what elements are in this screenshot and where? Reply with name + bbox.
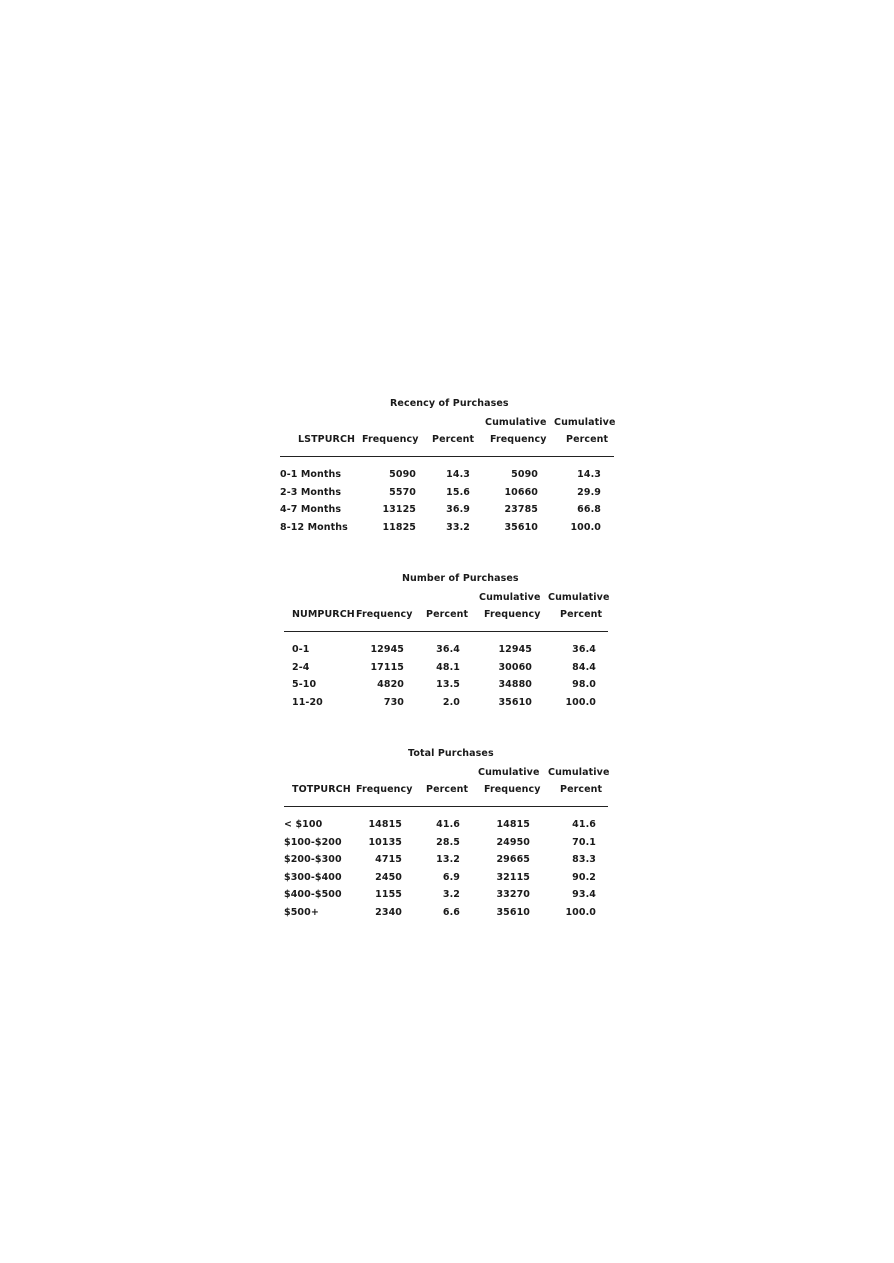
row-cum-frequency: 12945 xyxy=(498,644,532,655)
row-cum-percent: 14.3 xyxy=(577,469,601,480)
cum-pct-header-bottom: Percent xyxy=(560,784,603,795)
row-percent: 2.0 xyxy=(442,697,460,708)
table-title: Number of Purchases xyxy=(402,573,519,584)
row-cum-frequency: 33270 xyxy=(496,889,530,900)
row-percent: 14.3 xyxy=(446,469,470,480)
row-frequency: 13125 xyxy=(382,504,416,515)
row-cum-percent: 100.0 xyxy=(565,697,596,708)
row-frequency: 2340 xyxy=(375,907,402,918)
row-percent: 13.2 xyxy=(436,854,460,865)
row-percent: 3.2 xyxy=(442,889,460,900)
row-cum-percent: 84.4 xyxy=(572,662,596,673)
row-frequency: 11825 xyxy=(382,522,416,533)
row-cum-percent: 70.1 xyxy=(572,837,596,848)
frequency-header: Frequency xyxy=(362,434,419,445)
row-frequency: 730 xyxy=(383,697,404,708)
row-cum-percent: 36.4 xyxy=(572,644,596,655)
row-cum-frequency: 10660 xyxy=(504,487,538,498)
header-rule xyxy=(280,456,614,457)
row-cum-percent: 29.9 xyxy=(577,487,601,498)
frequency-header: Frequency xyxy=(356,609,413,620)
row-label: $200-$300 xyxy=(284,854,342,865)
row-percent: 6.6 xyxy=(442,907,460,918)
row-percent: 36.4 xyxy=(436,644,460,655)
recency-table xyxy=(280,398,616,538)
row-cum-frequency: 29665 xyxy=(496,854,530,865)
row-cum-frequency: 32115 xyxy=(496,872,530,883)
frequency-header: Frequency xyxy=(356,784,413,795)
row-label: $300-$400 xyxy=(284,872,342,883)
row-frequency: 2450 xyxy=(375,872,402,883)
row-label: 4-7 Months xyxy=(280,504,342,515)
row-cum-frequency: 5090 xyxy=(511,469,538,480)
cum-freq-header-bottom: Frequency xyxy=(490,434,547,445)
row-label: $100-$200 xyxy=(284,837,342,848)
var-header: NUMPURCH xyxy=(292,609,355,620)
row-label: 5-10 xyxy=(292,679,317,690)
row-label: < $100 xyxy=(284,819,323,830)
row-cum-frequency: 30060 xyxy=(498,662,532,673)
row-label: 8-12 Months xyxy=(280,522,348,533)
row-cum-percent: 93.4 xyxy=(572,889,596,900)
row-percent: 33.2 xyxy=(446,522,470,533)
percent-header: Percent xyxy=(426,784,469,795)
cum-freq-header-top: Cumulative xyxy=(479,592,541,603)
row-cum-percent: 100.0 xyxy=(570,522,601,533)
row-cum-frequency: 35610 xyxy=(496,907,530,918)
cum-pct-header-bottom: Percent xyxy=(566,434,609,445)
row-frequency: 4715 xyxy=(375,854,402,865)
var-header: TOTPURCH xyxy=(292,784,351,795)
table-title: Recency of Purchases xyxy=(390,398,509,409)
row-cum-percent: 100.0 xyxy=(565,907,596,918)
row-cum-frequency: 35610 xyxy=(504,522,538,533)
row-cum-frequency: 34880 xyxy=(498,679,532,690)
row-cum-percent: 98.0 xyxy=(572,679,596,690)
row-percent: 15.6 xyxy=(446,487,470,498)
row-cum-frequency: 24950 xyxy=(496,837,530,848)
row-cum-frequency: 35610 xyxy=(498,697,532,708)
row-label: 0-1 Months xyxy=(280,469,342,480)
table-title: Total Purchases xyxy=(408,748,494,759)
row-percent: 28.5 xyxy=(436,837,460,848)
cum-pct-header-top: Cumulative xyxy=(548,767,610,778)
row-frequency: 17115 xyxy=(370,662,404,673)
percent-header: Percent xyxy=(426,609,469,620)
row-label: $400-$500 xyxy=(284,889,342,900)
percent-header: Percent xyxy=(432,434,475,445)
row-frequency: 5570 xyxy=(389,487,416,498)
cum-freq-header-bottom: Frequency xyxy=(484,784,541,795)
row-label: 2-3 Months xyxy=(280,487,342,498)
cum-pct-header-bottom: Percent xyxy=(560,609,603,620)
row-percent: 6.9 xyxy=(442,872,460,883)
header-rule xyxy=(284,631,608,632)
row-percent: 41.6 xyxy=(436,819,460,830)
row-cum-percent: 66.8 xyxy=(577,504,601,515)
row-label: 2-4 xyxy=(292,662,310,673)
cum-freq-header-top: Cumulative xyxy=(478,767,540,778)
header-rule xyxy=(284,806,608,807)
row-cum-percent: 83.3 xyxy=(572,854,596,865)
total-table xyxy=(284,748,610,924)
row-frequency: 1155 xyxy=(375,889,402,900)
row-percent: 48.1 xyxy=(436,662,460,673)
row-frequency: 10135 xyxy=(368,837,402,848)
cum-freq-header-top: Cumulative xyxy=(485,417,547,428)
row-label: 0-1 xyxy=(292,644,310,655)
number-table xyxy=(284,573,610,713)
row-frequency: 5090 xyxy=(389,469,416,480)
row-cum-frequency: 14815 xyxy=(496,819,530,830)
row-frequency: 12945 xyxy=(370,644,404,655)
row-percent: 13.5 xyxy=(436,679,460,690)
row-cum-percent: 90.2 xyxy=(572,872,596,883)
row-label: 11-20 xyxy=(292,697,323,708)
var-header: LSTPURCH xyxy=(298,434,356,445)
cum-pct-header-top: Cumulative xyxy=(554,417,616,428)
cum-freq-header-bottom: Frequency xyxy=(484,609,541,620)
row-label: $500+ xyxy=(284,907,319,918)
row-cum-frequency: 23785 xyxy=(504,504,538,515)
row-percent: 36.9 xyxy=(446,504,470,515)
row-frequency: 14815 xyxy=(368,819,402,830)
row-frequency: 4820 xyxy=(377,679,404,690)
cum-pct-header-top: Cumulative xyxy=(548,592,610,603)
row-cum-percent: 41.6 xyxy=(572,819,596,830)
